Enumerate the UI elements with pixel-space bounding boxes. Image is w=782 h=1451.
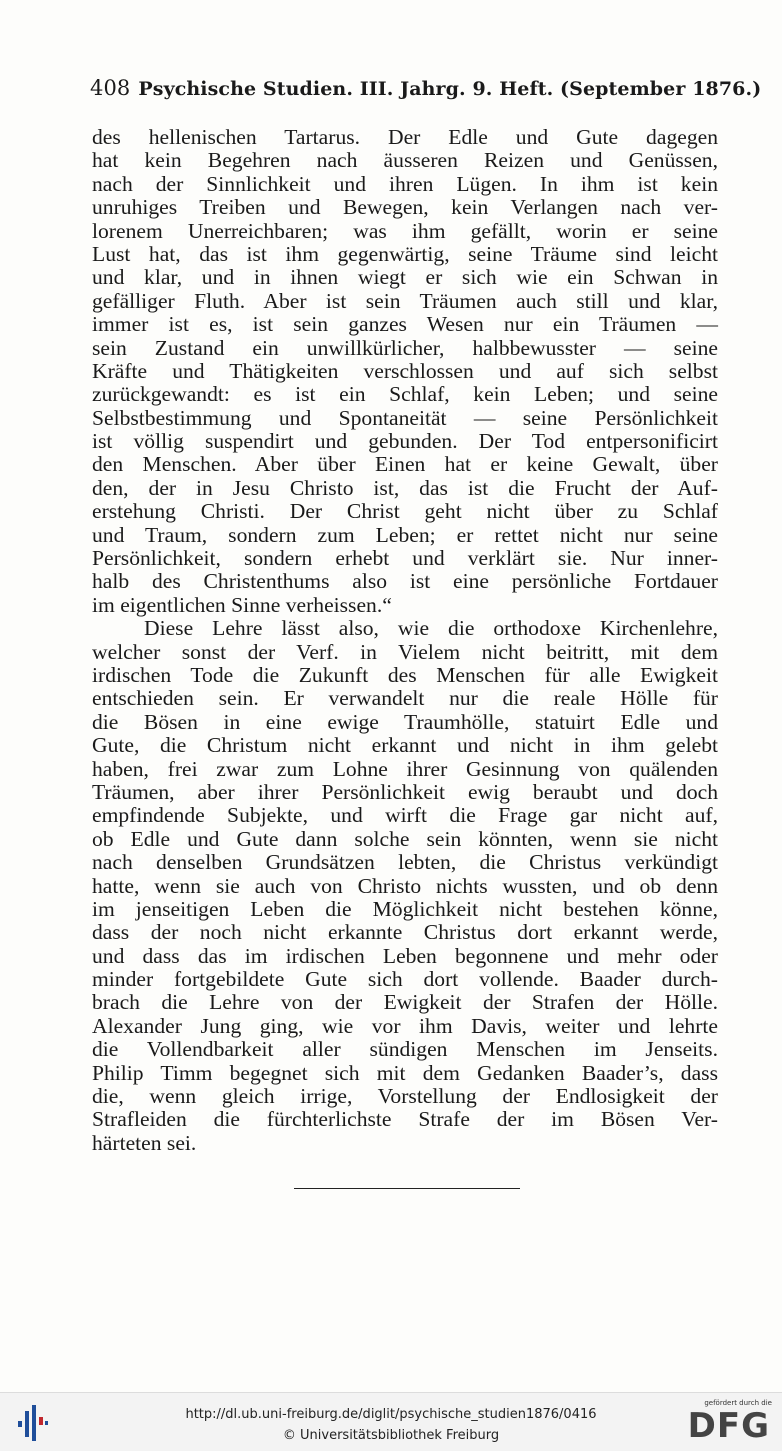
text-line: Träumen, aber ihrer Persönlichkeit ewig beraubt und doch bbox=[92, 779, 718, 804]
text-line: erstehung Christi. Der Christ geht nicht über zu Schlaf bbox=[92, 499, 718, 524]
copyright-notice: © Universitätsbibliothek Freiburg bbox=[282, 1428, 500, 1443]
text-line: Philip Timm begegnet sich mit dem Gedanken Baader’s, dass bbox=[92, 1060, 718, 1085]
permalink-url[interactable]: http://dl.ub.uni-freiburg.de/diglit/psychische_studien1876/0416 bbox=[185, 1407, 597, 1422]
paragraph-start-line: Diese Lehre lässt also, wie die orthodoxe Kirchenlehre, bbox=[144, 616, 718, 641]
page-number: 408 bbox=[90, 76, 131, 100]
text-line: den, der in Jesu Christo ist, das ist die Frucht der Auf- bbox=[92, 475, 718, 500]
text-line: hatte, wenn sie auch von Christo nichts wussten, und ob denn bbox=[92, 873, 718, 898]
dfg-logo bbox=[686, 1399, 772, 1447]
text-line: ist völlig suspendirt und gebunden. Der Tod entpersonificirt bbox=[92, 429, 718, 454]
text-line: ob Edle und Gute dann solche sein könnten, wenn sie nicht bbox=[92, 826, 718, 851]
text-line: die Vollendbarkeit aller sündigen Menschen im Jenseits. bbox=[92, 1037, 718, 1062]
text-line: des hellenischen Tartarus. Der Edle und Gute dagegen bbox=[92, 125, 718, 149]
running-header bbox=[90, 76, 762, 100]
text-line: die Bösen in eine ewige Traumhölle, statuirt Edle und bbox=[92, 709, 718, 734]
dfg-wordmark: DFG bbox=[687, 1406, 770, 1446]
viewer-footer bbox=[0, 1392, 782, 1451]
paragraph-end-line: härteten sei. bbox=[92, 1130, 197, 1155]
text-line: entschieden sein. Er verwandelt nur die reale Hölle für bbox=[92, 686, 718, 711]
text-line: immer ist es, ist sein ganzes Wesen nur ein Träumen — bbox=[92, 312, 718, 337]
running-title: Psychische Studien. III. Jahrg. 9. Heft. (September 1876.) bbox=[138, 78, 762, 100]
text-line: welcher sonst der Verf. in Vielem nicht beitritt, mit dem bbox=[92, 639, 718, 664]
text-line: haben, frei zwar zum Lohne ihrer Gesinnung von quälenden bbox=[92, 756, 718, 781]
text-line: Kräfte und Thätigkeiten verschlossen und auf sich selbst bbox=[92, 358, 718, 383]
paragraph-end-line: im eigentlichen Sinne verheissen.“ bbox=[92, 592, 392, 617]
text-line: hat kein Begehren nach äusseren Reizen und Genüssen, bbox=[92, 148, 718, 173]
text-line: und dass das im irdischen Leben begonnene und mehr oder bbox=[92, 943, 718, 968]
text-line: Gute, die Christum nicht erkannt und nicht in ihm gelebt bbox=[92, 733, 718, 758]
text-line: Persönlichkeit, sondern erhebt und verklärt sie. Nur inner- bbox=[92, 546, 718, 571]
text-line: empfindende Subjekte, und wirft die Frage gar nicht auf, bbox=[92, 803, 718, 828]
text-line: brach die Lehre von der Ewigkeit der Strafen der Hölle. bbox=[92, 990, 718, 1015]
text-line: gefälliger Fluth. Aber ist sein Träumen auch still und klar, bbox=[92, 288, 718, 313]
text-line: minder fortgebildete Gute sich dort vollende. Baader durch- bbox=[92, 967, 718, 992]
text-line: lorenem Unerreichbaren; was ihm gefällt, worin er seine bbox=[92, 218, 718, 243]
body-text bbox=[92, 126, 718, 1155]
text-line: Selbstbestimmung und Spontaneität — seine Persönlichkeit bbox=[92, 405, 718, 430]
text-line: im jenseitigen Leben die Möglichkeit nicht bestehen könne, bbox=[92, 896, 718, 921]
text-line: die, wenn gleich irrige, Vorstellung der Endlosigkeit der bbox=[92, 1084, 718, 1109]
text-line: nach der Sinnlichkeit und ihren Lügen. In ihm ist kein bbox=[92, 171, 718, 196]
text-line: den Menschen. Aber über Einen hat er keine Gewalt, über bbox=[92, 452, 718, 477]
text-line: nach denselben Grundsätzen lebten, die Christus verkündigt bbox=[92, 850, 718, 875]
text-line: unruhiges Treiben und Bewegen, kein Verlangen nach ver- bbox=[92, 195, 718, 220]
section-divider bbox=[294, 1188, 520, 1189]
text-line: irdischen Tode die Zukunft des Menschen für alle Ewigkeit bbox=[92, 662, 718, 687]
dfg-caption: gefördert durch die bbox=[704, 1399, 772, 1407]
text-line: dass der noch nicht erkannte Christus dort erkannt werde, bbox=[92, 920, 718, 945]
text-line: Alexander Jung ging, wie vor ihm Davis, weiter und lehrte bbox=[92, 1013, 718, 1038]
text-line: und Traum, sondern zum Leben; er rettet nicht nur seine bbox=[92, 522, 718, 547]
text-line: sein Zustand ein unwillkürlicher, halbbewusster — seine bbox=[92, 335, 718, 360]
text-line: Strafleiden die fürchterlichste Strafe der im Bösen Ver- bbox=[92, 1107, 718, 1132]
text-line: halb des Christenthums also ist eine persönliche Fortdauer bbox=[92, 569, 718, 594]
text-line: Lust hat, das ist ihm gegenwärtig, seine Träume sind leicht bbox=[92, 241, 718, 266]
text-line: und klar, und in ihnen wiegt er sich wie ein Schwan in bbox=[92, 265, 718, 290]
text-line: zurückgewandt: es ist ein Schlaf, kein Leben; und seine bbox=[92, 382, 718, 407]
